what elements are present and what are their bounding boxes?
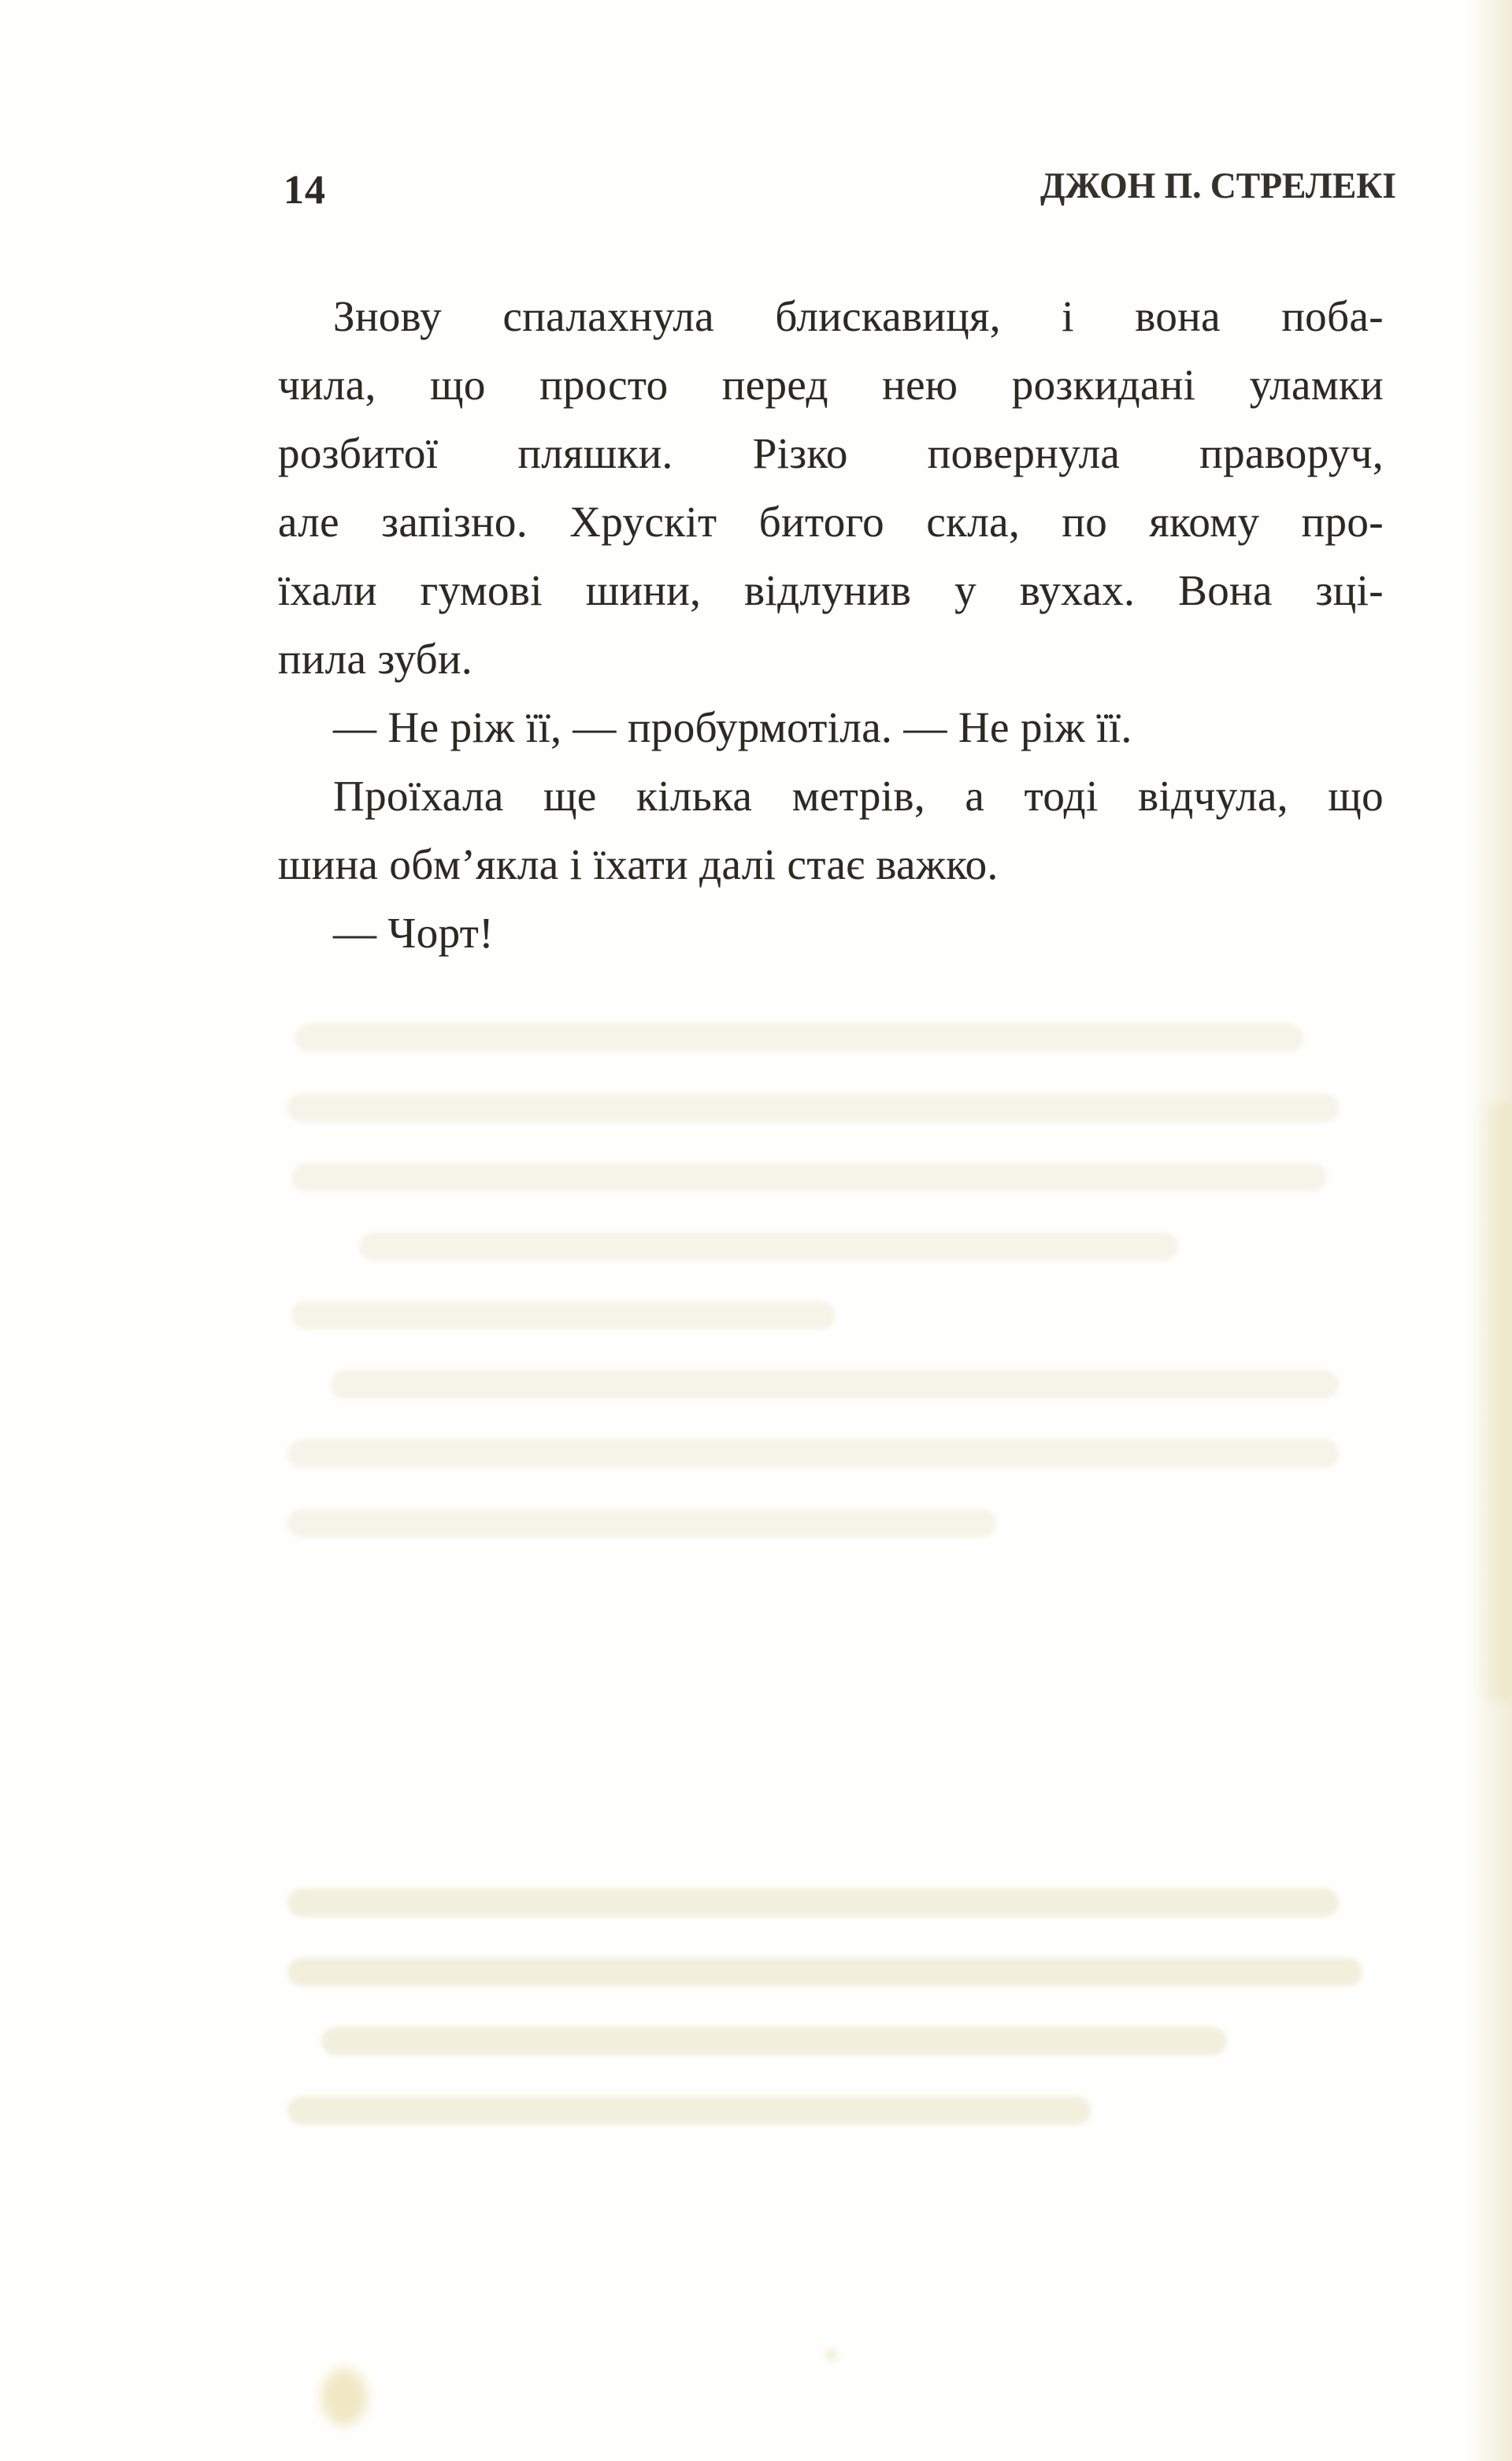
text-line: розбитої пляшки. Різко повернула праворуч, (278, 429, 1384, 477)
bleed-through-line (287, 1958, 1362, 1986)
bleed-through-line (359, 1232, 1178, 1261)
bleed-through-line (291, 1163, 1327, 1192)
bleed-through-line (287, 1509, 996, 1537)
bleed-through-line (321, 2027, 1227, 2055)
bleed-through-line (295, 1024, 1303, 1052)
scan-speck (825, 2348, 838, 2361)
bleed-through-line (287, 1094, 1339, 1122)
text-line: Проїхала ще кілька метрів, а тоді відчула, що (333, 772, 1384, 820)
text-line: шина обм’якла і їхати далі стає важко. (278, 840, 999, 888)
page-edge-mottling (1476, 1103, 1512, 1701)
text-line: чила, що просто перед нею розкидані уламки (278, 361, 1384, 409)
text-line: пила зуби. (278, 635, 472, 683)
scan-smudge (321, 2369, 367, 2426)
text-line: але запізно. Хрускіт битого скла, по якому про- (278, 498, 1384, 546)
text-line: їхали гумові шини, відлунив у вухах. Вона зці- (278, 566, 1384, 614)
body-text (278, 282, 1384, 967)
text-line: Знову спалахнула блискавиця, і вона поба- (333, 292, 1384, 340)
bleed-through-line (291, 1301, 835, 1329)
bleed-through-line (331, 1370, 1339, 1399)
running-head-author: ДЖОН П. СТРЕЛЕКІ (1040, 165, 1396, 206)
bleed-through-line (287, 1440, 1339, 1468)
page-number: 14 (284, 168, 326, 213)
bleed-through-line (287, 1888, 1339, 1917)
text-line: — Не ріж її, — пробурмотіла. — Не ріж її. (333, 703, 1132, 751)
bleed-through-line (287, 2096, 1091, 2125)
text-line: — Чорт! (333, 909, 494, 957)
